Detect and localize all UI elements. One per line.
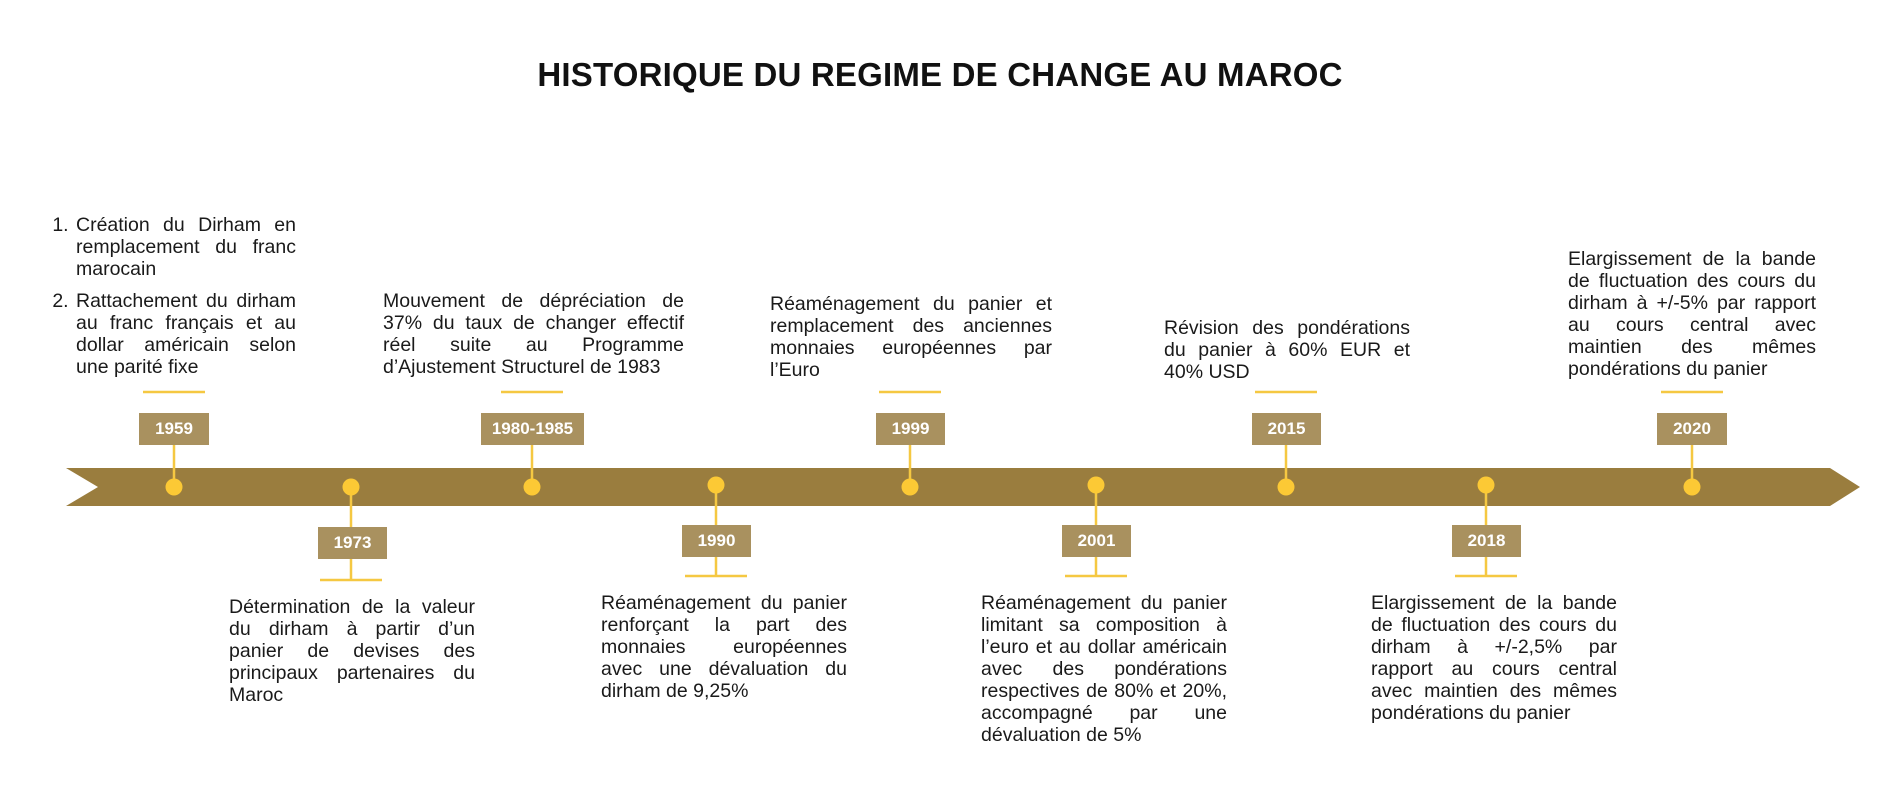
event-description-2015	[1164, 317, 1410, 383]
year-label-2020: 2020	[1657, 413, 1727, 445]
dot-1999	[902, 479, 919, 496]
event-description-1990	[601, 592, 847, 702]
year-label-2001: 2001	[1062, 525, 1131, 557]
dot-2001	[1088, 477, 1105, 494]
list-item: 2. Rattachement du dirham au franc français et au dollar américain selon une parité fixe	[74, 290, 296, 378]
event-description-2001	[981, 592, 1227, 746]
event-description-2020	[1568, 248, 1816, 380]
event-text-1999: Réaménagement du panier et remplacement des anciennes monnaies européennes par l’Euro	[770, 293, 1052, 381]
event-description-1980-1985	[383, 290, 684, 378]
year-label-1959: 1959	[139, 413, 209, 445]
event-text-2018: Elargissement de la bande de fluctuation des cours du dirham à +/-2,5% par rapport au cours central avec maintien des mêmes pondérations du panier	[1371, 592, 1617, 724]
event-text-2020: Elargissement de la bande de fluctuation des cours du dirham à +/-5% par rapport au cours central avec maintien des mêmes pondérations du panier	[1568, 248, 1816, 380]
dot-2018	[1478, 477, 1495, 494]
year-label-2018: 2018	[1452, 525, 1521, 557]
timeline-arrow	[66, 468, 1860, 506]
dot-1980-1985	[524, 479, 541, 496]
event-text-2015: Révision des pondérations du panier à 60% EUR et 40% USD	[1164, 317, 1410, 383]
dot-1990	[708, 477, 725, 494]
event-text-2001: Réaménagement du panier limitant sa composition à l’euro et au dollar américain avec des pondérations respectives de 80% et 20%, accompagné par une dévaluation de 5%	[981, 592, 1227, 746]
dot-1959	[166, 479, 183, 496]
event-description-1999	[770, 293, 1052, 381]
dot-1973	[343, 479, 360, 496]
event-text-1980-1985: Mouvement de dépréciation de 37% du taux de changer effectif réel suite au Programme d’Ajustement Structurel de 1983	[383, 290, 684, 378]
year-label-1990: 1990	[682, 525, 751, 557]
event-text-1973: Détermination de la valeur du dirham à partir d’un panier de devises des principaux partenaires du Maroc	[229, 596, 475, 706]
year-label-1999: 1999	[876, 413, 945, 445]
chart-title: HISTORIQUE DU REGIME DE CHANGE AU MAROC	[537, 56, 1343, 93]
dot-2015	[1278, 479, 1295, 496]
event-list-1959	[50, 214, 296, 378]
year-label-1973: 1973	[318, 527, 387, 559]
event-description-1959	[50, 214, 296, 378]
list-item: 1. Création du Dirham en remplacement du franc marocain	[74, 214, 296, 280]
year-label-1980-1985: 1980-1985	[481, 413, 584, 445]
event-description-2018	[1371, 592, 1617, 724]
event-description-1973	[229, 596, 475, 706]
dot-2020	[1684, 479, 1701, 496]
event-text-1990: Réaménagement du panier renforçant la part des monnaies européennes avec une dévaluation du dirham de 9,25%	[601, 592, 847, 702]
year-label-2015: 2015	[1252, 413, 1321, 445]
